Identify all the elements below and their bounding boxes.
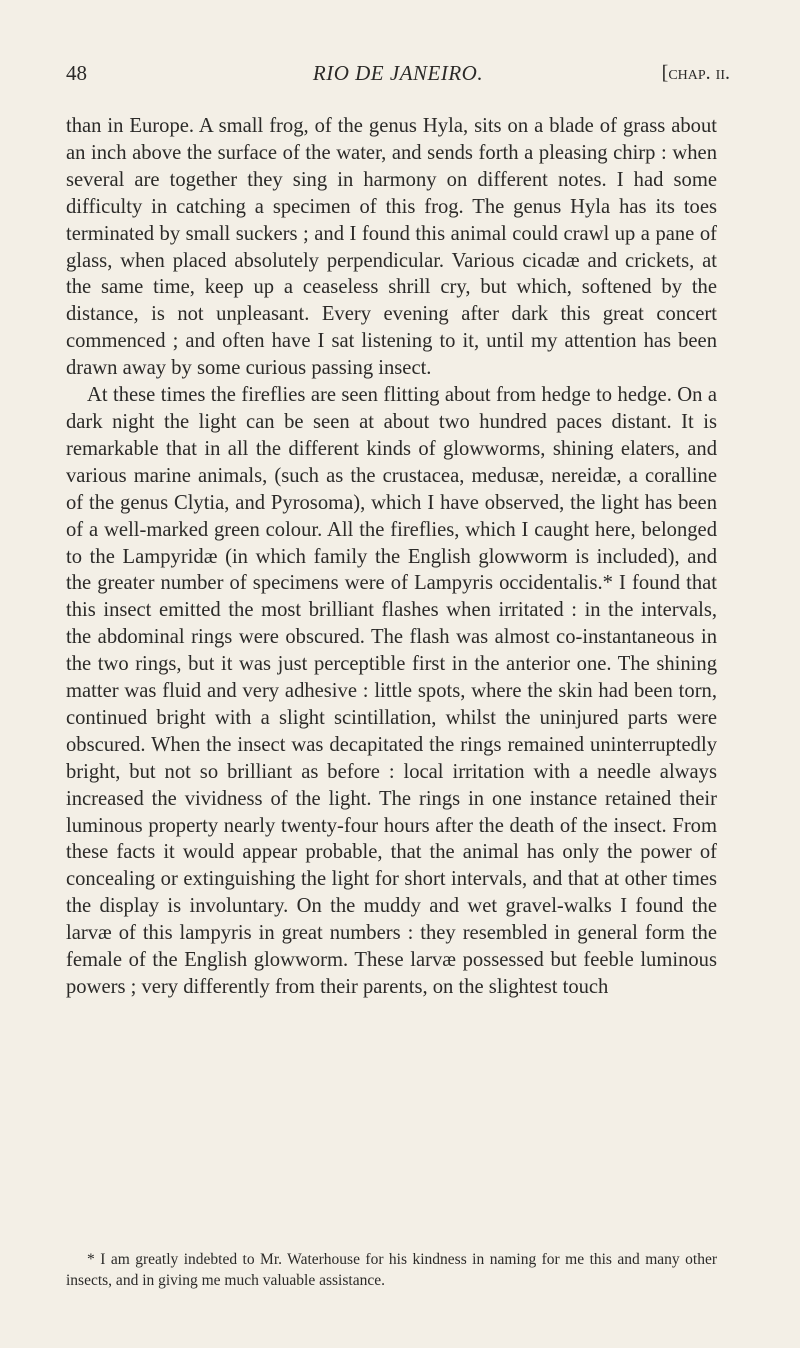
body-text [66,113,717,1001]
chapter-reference: [chap. ii. [661,62,730,84]
running-title: RIO DE JANEIRO. [312,61,484,85]
paragraph-fireflies: At these times the fireflies are seen flitting about from hedge to hedge. On a dark night the light can be seen at about two hundred paces distant. It is remarkable that in all the different kinds of glowworms, shining elaters, and various marine animals, (such as the crustacea, medusæ, nereidæ, a coralline of the genus Clytia, and Pyrosoma), which I have observed, the light has been of a well-marked green colour. All the fireflies, which I caught here, belonged to the Lampyridæ (in which family the English glowworm is included), and the greater number of specimens were of Lampyris occidentalis.* I found that this insect emitted the most brilliant flashes when irritated : in the intervals, the abdominal rings were obscured. The flash was almost co-instantaneous in the two rings, but it was just perceptible first in the anterior one. The shining matter was fluid and very adhesive : little spots, where the skin had been torn, continued bright with a slight scintillation, whilst the uninjured parts were obscured. When the insect was decapitated the rings remained uninterruptedly bright, but not so brilliant as before : local irritation with a needle always increased the vividness of the light. The rings in one instance retained their luminous property nearly twenty-four hours after the death of the insect. From these facts it would appear probable, that the animal has only the power of concealing or extinguishing the light for short intervals, and that at other times the display is involuntary. On the muddy and wet gravel-walks I found the larvæ of this lampyris in great numbers : they resembled in general form the female of the English glowworm. These larvæ possessed but feeble luminous powers ; very differently from their parents, on the slightest touch [66,384,717,998]
paragraph-continued: than in Europe. A small frog, of the genus Hyla, sits on a blade of grass about an inch above the surface of the water, and sends forth a pleasing chirp : when several are together they sing in harmony on different notes. I had some difficulty in catching a specimen of this frog. The genus Hyla has its toes terminated by small suckers ; and I found this animal could crawl up a pane of glass, when placed absolutely perpendicular. Various cicadæ and crickets, at the same time, keep up a ceaseless shrill cry, but which, softened by the distance, is not unpleasant. Every evening after dark this great concert commenced ; and often have I sat listening to it, until my attention has been drawn away by some curious passing insect. [66,115,717,380]
page-header [66,56,730,90]
footnote: * I am greatly indebted to Mr. Waterhouse for his kindness in naming for me this and many other insects, and in giving me much valuable assistance. [66,1251,717,1289]
page-number: 48 [66,61,87,85]
